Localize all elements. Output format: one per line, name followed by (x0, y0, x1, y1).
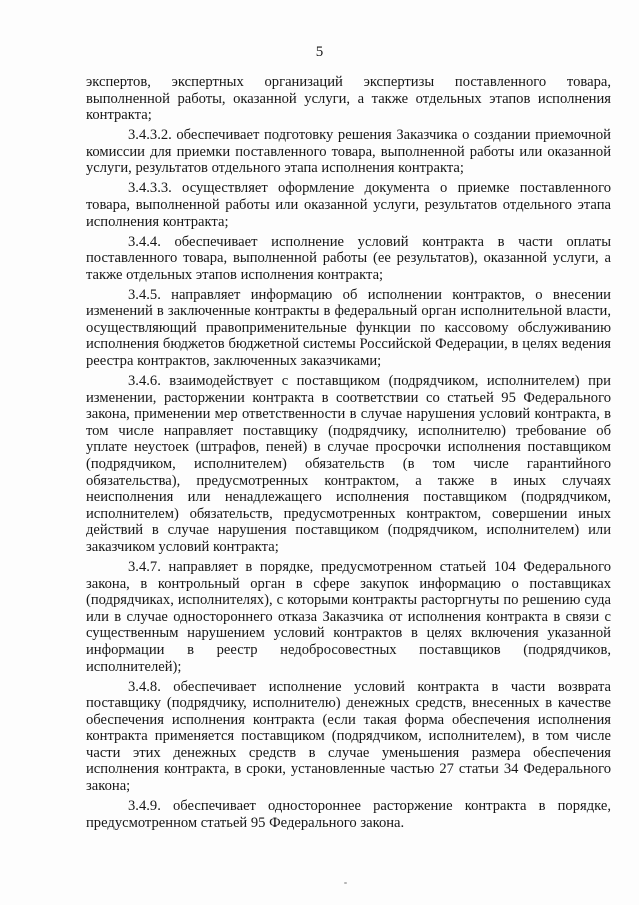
paragraph-3-4-3-2: 3.4.3.2. обеспечивает подготовку решения Заказчика о создании приемочной комиссии для приемки поставленного товара, выполненной работы или оказанной услуги, результатов отдельного этапа исполнения контракта; (86, 127, 611, 177)
body-text (86, 74, 611, 835)
paragraph-3-4-5: 3.4.5. направляет информацию об исполнении контрактов, о внесении изменений в заключенные контракты в федеральный орган исполнительной власти, осуществляющий правоприменительные функции по кассовому обслуживанию исполнения бюджетов бюджетной системы Российской Федерации, в целях ведения реестра контрактов, заключенных заказчиками; (86, 286, 611, 370)
page-number: 5 (315, 44, 324, 60)
paragraph-3-4-3-3: 3.4.3.3. осуществляет оформление документа о приемке поставленного товара, выполненной работы или оказанной услуги, результатов отдельного этапа исполнения контракта; (86, 180, 611, 230)
scan-speck (344, 882, 347, 884)
paragraph-continuation: экспертов, экспертных организаций экспертизы поставленного товара, выполненной работы, оказанной услуги, а также отдельных этапов исполнения контракта; (86, 74, 611, 124)
paragraph-3-4-6: 3.4.6. взаимодействует с поставщиком (подрядчиком, исполнителем) при изменении, расторжении контракта в соответствии со статьей 95 Федерального закона, применении мер ответственности в случае нарушения условий контракта, в том числе направляет поставщику (подрядчику, исполнителю) требование об уплате неустоек (штрафов, пеней) в случае просрочки исполнения поставщиком (подрядчиком, исполнителем) обязательств (в том числе гарантийного обязательства), предусмотренных контрактом, а также в иных случаях неисполнения или ненадлежащего исполнения поставщиком (подрядчиком, исполнителем) обязательств, предусмотренных контрактом, совершении иных действий в случае нарушения поставщиком (подрядчиком, исполнителем) или заказчиком условий контракта; (86, 373, 611, 555)
paragraph-3-4-4: 3.4.4. обеспечивает исполнение условий контракта в части оплаты поставленного товара, выполненной работы (ее результатов), оказанной услуги, а также отдельных этапов исполнения контракта; (86, 233, 611, 283)
paragraph-3-4-7: 3.4.7. направляет в порядке, предусмотренном статьей 104 Федерального закона, в контрольный орган в сфере закупок информацию о поставщиках (подрядчиках, исполнителях), с которыми контракты расторгнуты по решению суда или в случае одностороннего отказа Заказчика от исполнения контракта в связи с существенным нарушением условий контрактов в целях включения указанной информации в реестр недобросовестных поставщиков (подрядчиков, исполнителей); (86, 558, 611, 675)
paragraph-3-4-8: 3.4.8. обеспечивает исполнение условий контракта в части возврата поставщику (подрядчику, исполнителю) денежных средств, внесенных в качестве обеспечения исполнения контракта (если такая форма обеспечения исполнения контракта применяется поставщиком (подрядчиком, исполнителем), в том числе части этих денежных средств в случае уменьшения размера обеспечения исполнения контракта, в сроки, установленные частью 27 статьи 34 Федерального закона; (86, 678, 611, 795)
paragraph-3-4-9: 3.4.9. обеспечивает одностороннее расторжение контракта в порядке, предусмотренном статьей 95 Федерального закона. (86, 798, 611, 831)
